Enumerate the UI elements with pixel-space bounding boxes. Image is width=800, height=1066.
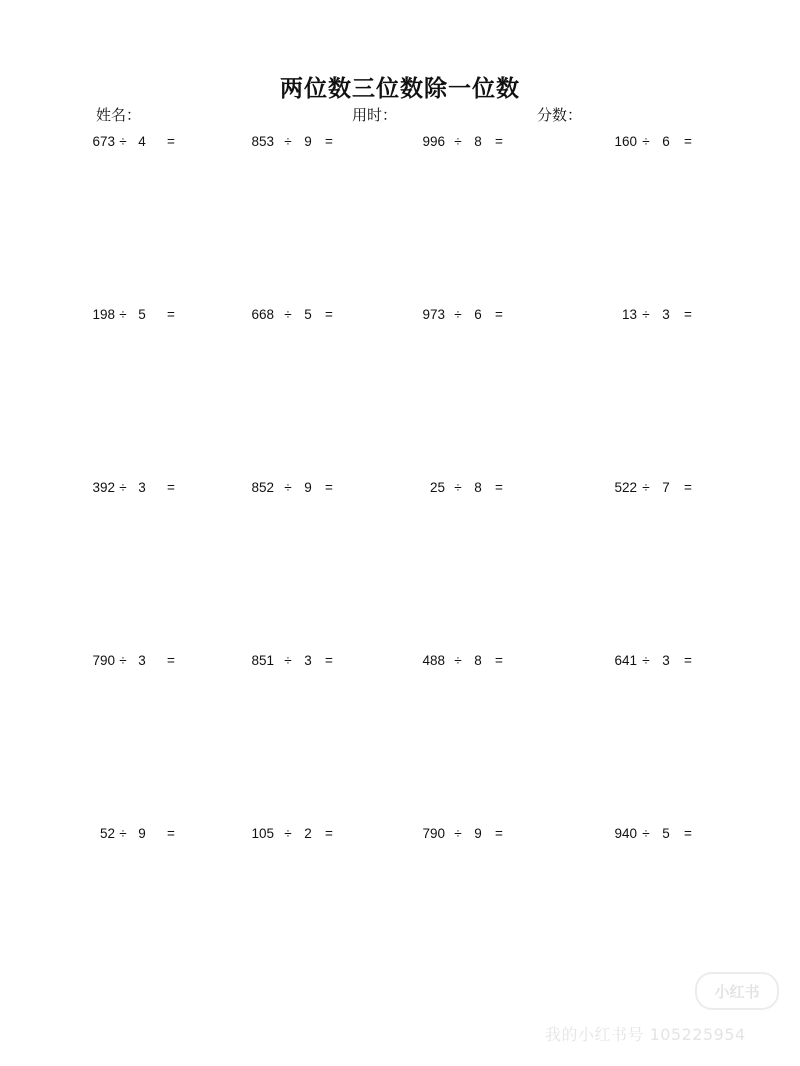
divisor: 8: [474, 653, 482, 668]
division-sign: ÷: [119, 653, 127, 668]
division-problem: [603, 134, 763, 154]
xiaohongshu-logo: 小红书: [695, 972, 779, 1010]
dividend: 392: [92, 480, 115, 495]
dividend: 790: [422, 826, 445, 841]
dividend: 673: [92, 134, 115, 149]
dividend: 160: [614, 134, 637, 149]
division-problem: [603, 826, 763, 846]
divisor: 5: [304, 307, 312, 322]
division-sign: ÷: [642, 480, 650, 495]
dividend: 996: [422, 134, 445, 149]
divisor: 9: [474, 826, 482, 841]
divisor: 6: [662, 134, 670, 149]
divisor: 2: [304, 826, 312, 841]
divisor: 5: [138, 307, 146, 322]
dividend: 522: [614, 480, 637, 495]
division-sign: ÷: [454, 653, 462, 668]
division-sign: ÷: [119, 307, 127, 322]
equals-sign: =: [684, 480, 692, 495]
divisor: 3: [138, 480, 146, 495]
dividend: 852: [251, 480, 274, 495]
equals-sign: =: [684, 653, 692, 668]
time-label: 用时：: [352, 106, 398, 124]
equals-sign: =: [325, 134, 333, 149]
division-sign: ÷: [119, 480, 127, 495]
dividend: 488: [422, 653, 445, 668]
equals-sign: =: [325, 826, 333, 841]
equals-sign: =: [167, 653, 175, 668]
name-label: 姓名：: [96, 106, 142, 124]
dividend: 668: [251, 307, 274, 322]
division-problem: [240, 134, 400, 154]
equals-sign: =: [495, 480, 503, 495]
divisor: 3: [662, 307, 670, 322]
divisor: 8: [474, 134, 482, 149]
dividend: 25: [429, 480, 445, 495]
divisor: 9: [304, 134, 312, 149]
division-sign: ÷: [284, 653, 292, 668]
equals-sign: =: [167, 480, 175, 495]
equals-sign: =: [684, 826, 692, 841]
watermark-text: 我的小红书号 105225954: [545, 1025, 746, 1044]
dividend: 940: [614, 826, 637, 841]
dividend: 105: [251, 826, 274, 841]
division-problem: [411, 307, 571, 327]
division-problem: [411, 826, 571, 846]
divisor: 3: [662, 653, 670, 668]
divisor: 9: [138, 826, 146, 841]
division-problem: [411, 134, 571, 154]
equals-sign: =: [325, 480, 333, 495]
equals-sign: =: [325, 307, 333, 322]
division-problem: [411, 480, 571, 500]
division-sign: ÷: [284, 307, 292, 322]
divisor: 9: [304, 480, 312, 495]
division-sign: ÷: [284, 826, 292, 841]
division-sign: ÷: [642, 307, 650, 322]
dividend: 851: [251, 653, 274, 668]
dividend: 13: [621, 307, 637, 322]
division-sign: ÷: [454, 480, 462, 495]
equals-sign: =: [167, 826, 175, 841]
division-sign: ÷: [454, 826, 462, 841]
division-problem: [240, 307, 400, 327]
division-problem: [240, 653, 400, 673]
dividend: 198: [92, 307, 115, 322]
equals-sign: =: [495, 653, 503, 668]
divisor: 3: [138, 653, 146, 668]
worksheet-title: 两位数三位数除一位数: [280, 76, 520, 102]
equals-sign: =: [325, 653, 333, 668]
equals-sign: =: [167, 307, 175, 322]
dividend: 52: [99, 826, 115, 841]
division-sign: ÷: [642, 826, 650, 841]
division-problem: [81, 307, 241, 327]
equals-sign: =: [684, 134, 692, 149]
division-sign: ÷: [642, 134, 650, 149]
equals-sign: =: [495, 826, 503, 841]
divisor: 6: [474, 307, 482, 322]
division-problem: [603, 307, 763, 327]
divisor: 5: [662, 826, 670, 841]
score-label: 分数：: [537, 106, 583, 124]
dividend: 790: [92, 653, 115, 668]
divisor: 8: [474, 480, 482, 495]
division-problem: [603, 480, 763, 500]
divisor: 4: [138, 134, 146, 149]
division-sign: ÷: [284, 480, 292, 495]
division-problem: [81, 826, 241, 846]
division-problem: [240, 480, 400, 500]
division-problem: [81, 480, 241, 500]
equals-sign: =: [167, 134, 175, 149]
division-sign: ÷: [119, 826, 127, 841]
division-problem: [603, 653, 763, 673]
division-sign: ÷: [119, 134, 127, 149]
equals-sign: =: [495, 134, 503, 149]
dividend: 641: [614, 653, 637, 668]
division-problem: [411, 653, 571, 673]
division-sign: ÷: [642, 653, 650, 668]
divisor: 7: [662, 480, 670, 495]
divisor: 3: [304, 653, 312, 668]
equals-sign: =: [495, 307, 503, 322]
division-problem: [81, 653, 241, 673]
division-sign: ÷: [284, 134, 292, 149]
equals-sign: =: [684, 307, 692, 322]
division-problem: [81, 134, 241, 154]
division-sign: ÷: [454, 134, 462, 149]
dividend: 973: [422, 307, 445, 322]
division-problem: [240, 826, 400, 846]
division-sign: ÷: [454, 307, 462, 322]
dividend: 853: [251, 134, 274, 149]
